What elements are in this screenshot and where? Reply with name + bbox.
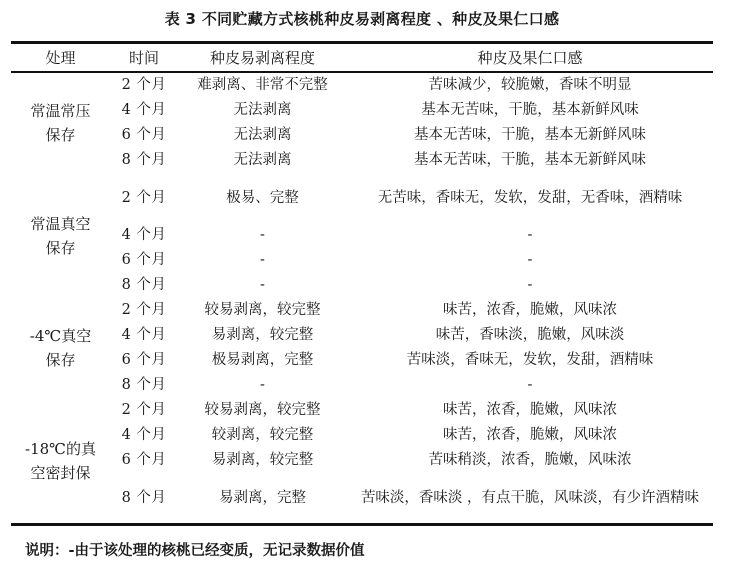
treatment-cell: [11, 398, 110, 525]
peel-cell: 无法剥离: [233, 127, 292, 143]
table-row: [11, 323, 713, 348]
header-time: 时间: [128, 49, 159, 67]
peel-cell: 易剥离，较完整: [211, 452, 314, 468]
taste-text: 无苦味，香味无，发软，发甜，无香味，酒精味: [377, 190, 683, 206]
taste-cell: 基本无苦味，干脆，基本新鲜风味: [421, 102, 639, 118]
taste-cell: -: [527, 277, 533, 293]
time-cell: 8 个月: [121, 490, 167, 506]
time-cell: 8 个月: [121, 152, 167, 168]
table-row: [11, 373, 713, 398]
table-row: [11, 148, 713, 173]
table-row: [11, 98, 713, 123]
treatment-label-line2: 保存: [45, 238, 76, 257]
peel-cell: 较剥离，较完整: [211, 427, 314, 443]
table-row: [11, 273, 713, 298]
time-cell: 2 个月: [121, 190, 167, 206]
taste-cell: 味苦，浓香，脆嫩，风味浓: [443, 302, 617, 318]
time-cell: 6 个月: [121, 452, 167, 468]
peel-cell: 无法剥离: [233, 102, 292, 118]
peel-cell: 较易剥离，较完整: [204, 402, 321, 418]
taste-cell: 味苦，浓香，脆嫩，风味浓: [443, 427, 617, 443]
table-header: [11, 43, 713, 73]
peel-cell: -: [260, 252, 265, 268]
treatment-label-line2: 空密封保: [30, 463, 91, 482]
time-cell: 4 个月: [121, 227, 167, 243]
peel-cell: 易剥离，完整: [219, 490, 306, 506]
treatment-label-line2: 保存: [45, 351, 76, 369]
taste-cell: 味苦，香味淡，脆嫩，风味淡: [435, 327, 625, 343]
treatment-label-line1: -18℃的真: [25, 439, 96, 458]
peel-cell: -: [260, 227, 265, 243]
peel-cell: 极易剥离，完整: [211, 352, 314, 368]
time-cell: 6 个月: [121, 252, 167, 268]
table-row: [11, 248, 713, 273]
peel-cell: -: [260, 277, 265, 293]
taste-cell: 苦味减少，较脆嫩，香味不明显: [428, 77, 632, 93]
table-body: [11, 72, 713, 525]
treatment-label-line1: -4℃真空: [29, 327, 92, 345]
time-cell: 4 个月: [121, 102, 167, 118]
table-row: [11, 173, 713, 223]
taste-cell: 苦味稍淡，浓香，脆嫩，风味浓: [428, 452, 632, 468]
taste-cell: [347, 473, 713, 525]
peel-cell: 难剥离、非常不完整: [197, 77, 328, 93]
taste-cell: 基本无苦味，干脆，基本无新鲜风味: [414, 152, 646, 168]
table-row: [11, 348, 713, 373]
treatment-cell: [11, 72, 110, 173]
peel-cell: 较易剥离，较完整: [204, 302, 321, 318]
taste-text: 苦味淡，香味淡 ，有点干脆，风味淡，有少许酒精味: [360, 490, 700, 506]
data-table: [11, 41, 713, 526]
table-row: [11, 423, 713, 448]
header-taste: 种皮及果仁口感: [477, 49, 583, 67]
treatment-cell: [11, 173, 110, 298]
peel-cell: 无法剥离: [233, 152, 292, 168]
table-row: [11, 398, 713, 423]
time-cell: 6 个月: [121, 352, 167, 368]
time-cell: 8 个月: [121, 377, 167, 393]
peel-cell: 易剥离，较完整: [211, 327, 314, 343]
table-row: [11, 223, 713, 248]
header-peel-ease: 种皮易剥离程度: [209, 49, 315, 67]
taste-cell: -: [527, 227, 533, 243]
table-row: [11, 448, 713, 473]
table-row: [11, 298, 713, 323]
time-cell: 6 个月: [121, 127, 167, 143]
taste-cell: 基本无苦味，干脆，基本无新鲜风味: [414, 127, 646, 143]
treatment-label-line2: 保存: [45, 126, 76, 144]
taste-cell: -: [527, 377, 533, 393]
header-row: [11, 43, 713, 73]
time-cell: 2 个月: [121, 302, 167, 318]
time-cell: 8 个月: [121, 277, 167, 293]
treatment-label-line1: 常温常压: [30, 102, 91, 120]
taste-cell: 味苦，浓香，脆嫩，风味浓: [443, 402, 617, 418]
table-row: [11, 123, 713, 148]
table-row: [11, 473, 713, 525]
taste-cell: [347, 173, 713, 223]
treatment-label-line1: 常温真空: [30, 214, 91, 233]
treatment-cell: [11, 298, 110, 398]
taste-cell: -: [527, 252, 533, 268]
time-cell: 2 个月: [121, 77, 167, 93]
time-cell: 2 个月: [121, 402, 167, 418]
table-footnote: 说明：-由于该处理的核桃已经变质，无记录数据价值: [25, 543, 365, 559]
header-treatment: 处理: [45, 49, 76, 67]
time-cell: 4 个月: [121, 327, 167, 343]
peel-cell: 极易、完整: [226, 190, 299, 206]
table-row: [11, 72, 713, 98]
time-cell: 4 个月: [121, 427, 167, 443]
taste-cell: 苦味淡，香味无，发软，发甜，酒精味: [406, 352, 654, 368]
peel-cell: -: [260, 377, 265, 393]
table-title: 表 3 不同贮藏方式核桃种皮易剥离程度 、种皮及果仁口感: [164, 10, 560, 28]
storage-comparison-table: [11, 41, 713, 526]
